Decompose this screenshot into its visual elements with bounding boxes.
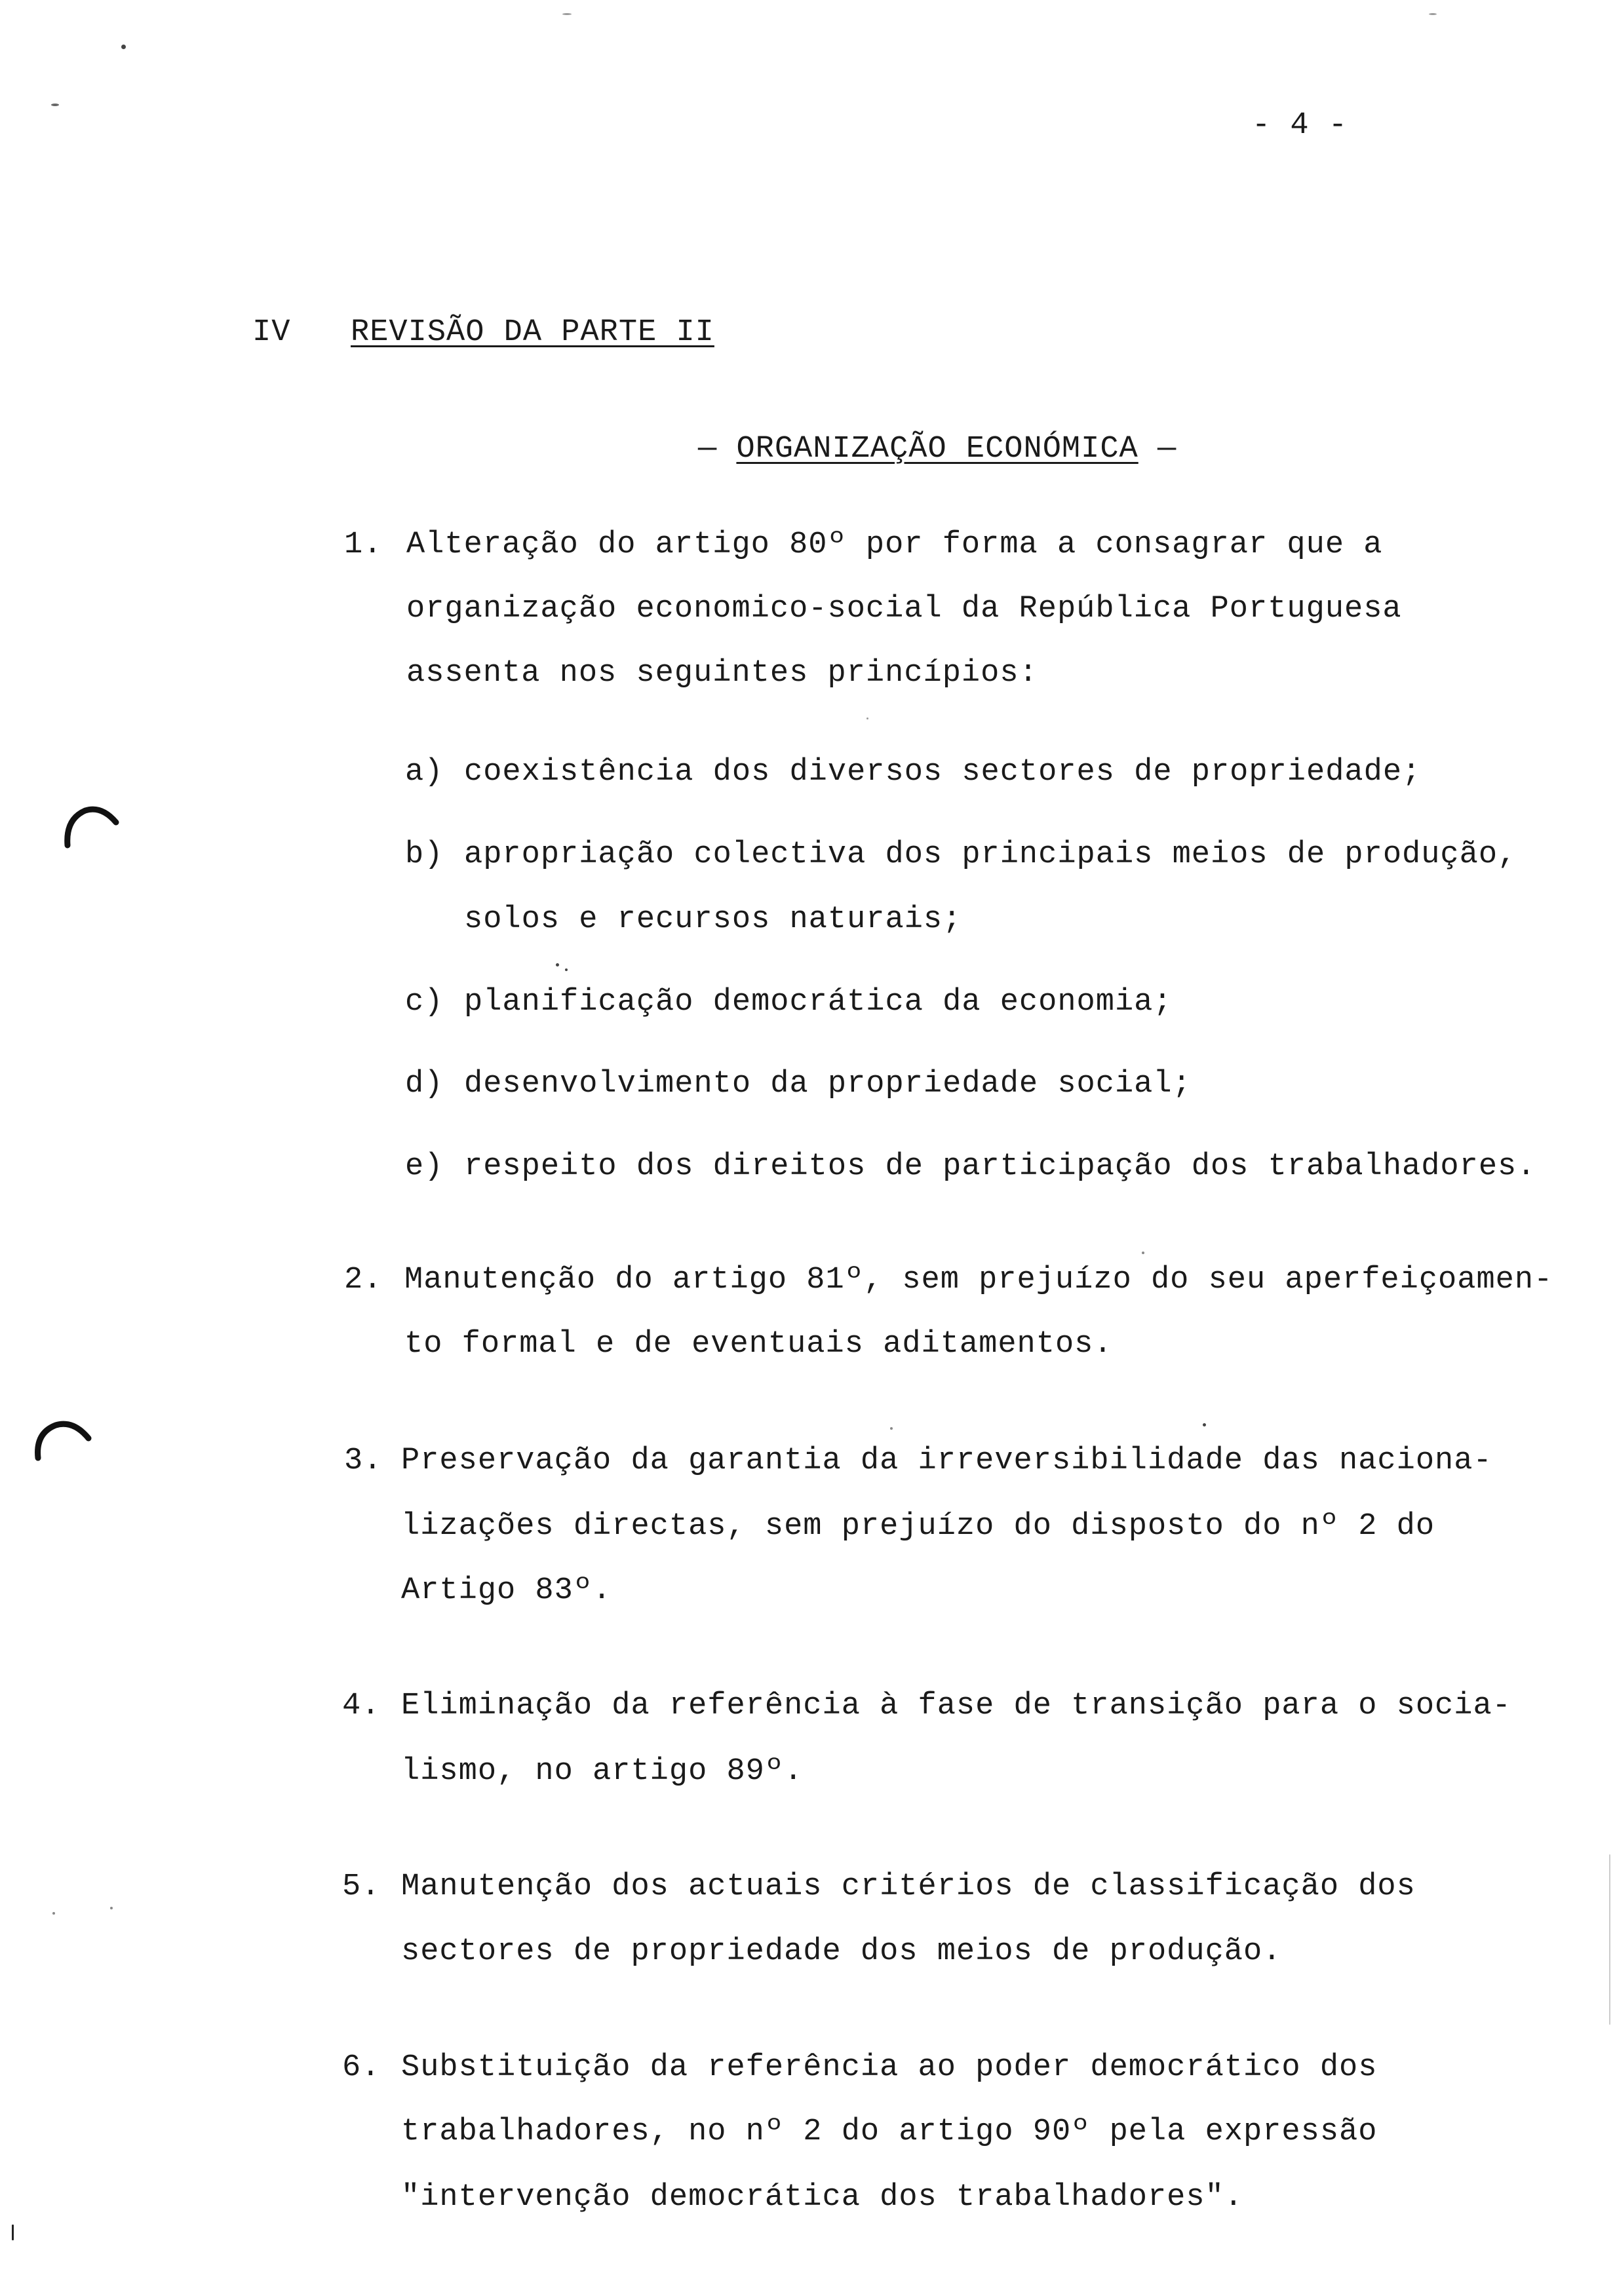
- item-6-line-3: "intervenção democrática dos trabalhadores".: [401, 2180, 1244, 2215]
- scan-speck: [890, 1427, 893, 1430]
- item-5-number: 5.: [342, 1869, 381, 1904]
- item-1-line-1: Alteração do artigo 80º por forma a consagrar que a: [406, 527, 1383, 562]
- item-1-line-3: assenta nos seguintes princípios:: [406, 656, 1038, 691]
- subitem-e-text: respeito dos direitos de participação dos trabalhadores.: [464, 1149, 1536, 1184]
- item-4-line-2: lismo, no artigo 89º.: [401, 1754, 804, 1789]
- scan-speck: [1203, 1423, 1206, 1426]
- subitem-e-label: e): [405, 1149, 444, 1184]
- scan-speck: [866, 718, 868, 719]
- punch-hole-mark-bottom: [26, 1412, 98, 1471]
- subitem-a-label: a): [405, 755, 444, 790]
- scan-speck: [51, 104, 59, 106]
- item-4-line-1: Eliminação da referência à fase de transição para o socia-: [401, 1689, 1511, 1723]
- scan-speck: [562, 13, 572, 15]
- item-1-line-2: organização economico-social da República Portuguesa: [406, 592, 1402, 626]
- subitem-d-text: desenvolvimento da propriedade social;: [464, 1067, 1192, 1101]
- subitem-b-text-1: apropriação colectiva dos principais meios de produção,: [464, 837, 1517, 872]
- subitem-b-text-2: solos e recursos naturais;: [464, 902, 962, 937]
- scan-speck: [556, 963, 559, 966]
- item-6-line-1: Substituição da referência ao poder democrático dos: [401, 2050, 1378, 2085]
- scan-speck: [121, 45, 126, 49]
- section-title: REVISÃO DA PARTE II: [351, 315, 714, 350]
- subitem-d-label: d): [405, 1067, 444, 1101]
- item-3-line-1: Preservação da garantia da irreversibilidade das naciona-: [401, 1444, 1492, 1478]
- scan-edge-mark: [12, 2225, 14, 2240]
- item-5-line-2: sectores de propriedade dos meios de produção.: [401, 1934, 1282, 1969]
- subtitle-text: ORGANIZAÇÃO ECONÓMICA: [736, 432, 1138, 467]
- item-3-line-2: lizações directas, sem prejuízo do disposto do nº 2 do: [401, 1509, 1435, 1544]
- item-6-line-2: trabalhadores, no nº 2 do artigo 90º pela expressão: [401, 2114, 1378, 2149]
- subitem-c-text: planificação democrática da economia;: [464, 985, 1173, 1020]
- item-3-line-3: Artigo 83º.: [401, 1573, 612, 1608]
- item-1-number: 1.: [344, 527, 383, 562]
- item-2-line-2: to formal e de eventuais aditamentos.: [404, 1327, 1113, 1362]
- section-number: IV: [252, 315, 291, 350]
- subitem-b-label: b): [405, 837, 444, 872]
- item-2-line-1: Manutenção do artigo 81º, sem prejuízo do seu aperfeiçoamen-: [404, 1263, 1553, 1297]
- scan-edge-mark: [1609, 1854, 1610, 2025]
- scan-speck: [110, 1907, 113, 1909]
- scan-speck: [1429, 13, 1437, 15]
- subtitle-dash-left: —: [698, 432, 718, 467]
- item-3-number: 3.: [344, 1444, 383, 1478]
- punch-hole-mark-top: [56, 796, 128, 855]
- scan-speck: [565, 968, 568, 971]
- subitem-a-text: coexistência dos diversos sectores de propriedade;: [464, 755, 1422, 790]
- scan-speck: [1142, 1252, 1144, 1254]
- item-6-number: 6.: [342, 2050, 381, 2085]
- page-number: - 4 -: [1252, 108, 1348, 143]
- item-4-number: 4.: [342, 1689, 381, 1723]
- subtitle-dash-right: —: [1157, 432, 1177, 467]
- item-5-line-1: Manutenção dos actuais critérios de classificação dos: [401, 1869, 1416, 1904]
- subitem-c-label: c): [405, 985, 444, 1020]
- section-subtitle: [698, 434, 1177, 465]
- scan-speck: [52, 1912, 55, 1915]
- item-2-number: 2.: [344, 1263, 383, 1297]
